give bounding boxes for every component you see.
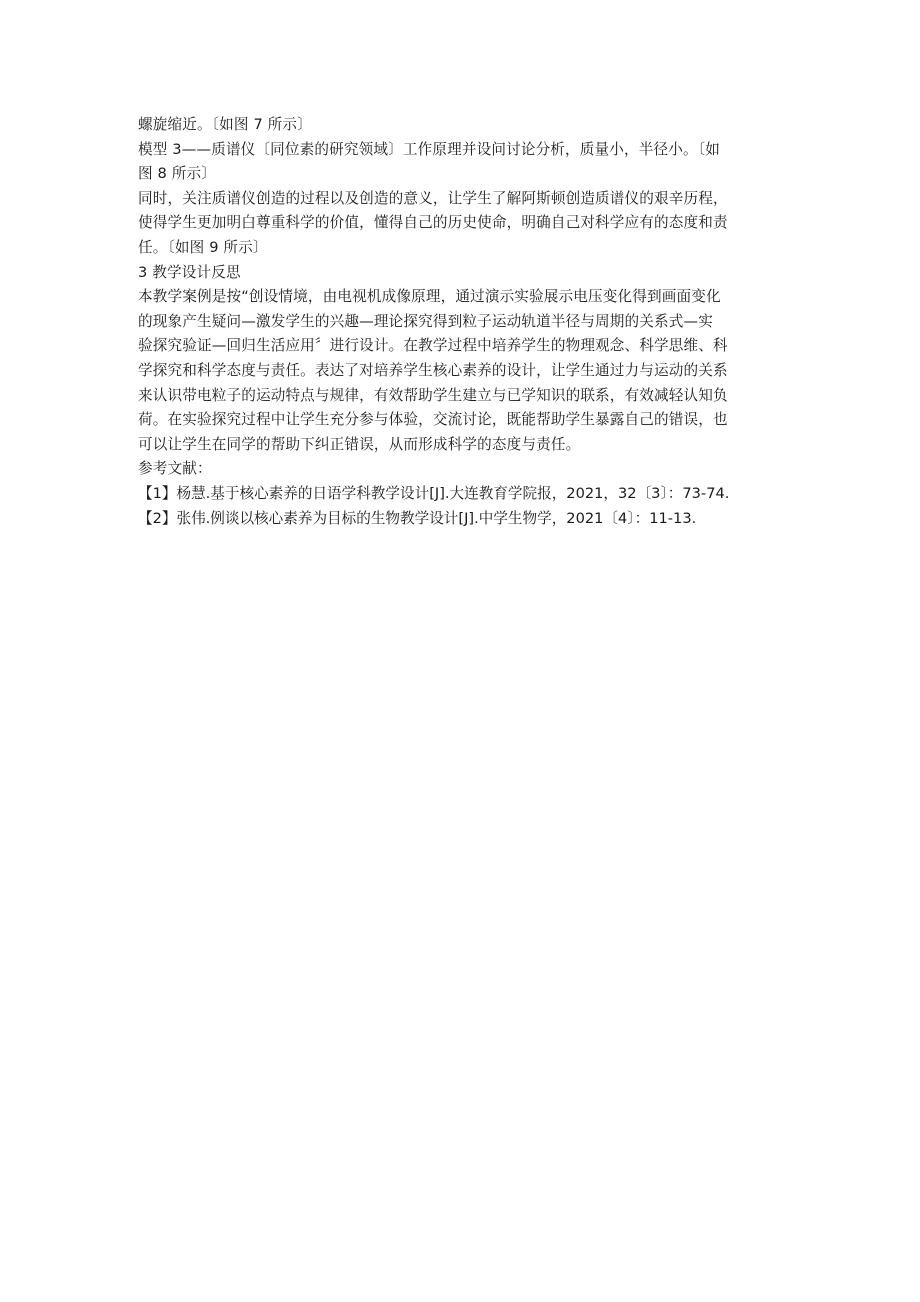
text-line: 的现象产生疑问—激发学生的兴趣—理论探究得到粒子运动轨道半径与周期的关系式—实 bbox=[138, 312, 714, 330]
text-line: 模型 3——质谱仪〔同位素的研究领域〕工作原理并设问讨论分析，质量小，半径小。〔如 bbox=[138, 140, 720, 158]
text-line: 来认识带电粒子的运动特点与规律，有效帮助学生建立与已学知识的联系，有效减轻认知负 bbox=[138, 386, 728, 404]
reference-list bbox=[138, 482, 788, 531]
document-body bbox=[138, 113, 788, 531]
section-heading bbox=[138, 261, 788, 286]
text-line: 学探究和科学态度与责任。表达了对培养学生核心素养的设计，让学生通过力与运动的关系 bbox=[138, 361, 728, 379]
reference-item: 【1】杨慧.基于核心素养的日语学科教学设计[J].大连教育学院报，2021，32〔3〕：73-74. bbox=[138, 484, 730, 502]
heading-text: 3 教学设计反思 bbox=[138, 263, 241, 281]
text-line: 螺旋缩近。〔如图 7 所示〕 bbox=[138, 116, 312, 133]
paragraph-figure7-caption bbox=[138, 113, 788, 138]
text-line: 使得学生更加明白尊重科学的价值，懂得自己的历史使命，明确自己对科学应有的态度和责 bbox=[138, 214, 728, 232]
text-line: 同时，关注质谱仪创造的过程以及创造的意义，让学生了解阿斯顿创造质谱仪的艰辛历程， bbox=[138, 189, 728, 207]
paragraph-mass-spectrometer bbox=[138, 187, 788, 261]
text-line: 图 8 所示〕 bbox=[138, 165, 216, 183]
references-heading bbox=[138, 457, 788, 482]
text-line: 任。〔如图 9 所示〕 bbox=[138, 238, 268, 256]
paragraph-reflection bbox=[138, 285, 788, 457]
text-line: 验探究验证—回归生活应用〞进行设计。在教学过程中培养学生的物理观念、科学思维、科 bbox=[138, 337, 728, 355]
text-line: 本教学案例是按“创设情境，由电视机成像原理，通过演示实验展示电压变化得到画面变化 bbox=[138, 288, 721, 306]
reference-item: 【2】张伟.例谈以核心素养为目标的生物教学设计[J].中学生物学，2021〔4〕：11-13. bbox=[138, 509, 697, 527]
paragraph-model3 bbox=[138, 138, 788, 187]
text-line: 可以让学生在同学的帮助下纠正错误，从而形成科学的态度与责任。 bbox=[138, 435, 581, 453]
heading-text: 参考文献： bbox=[138, 460, 212, 478]
text-line: 荷。在实验探究过程中让学生充分参与体验，交流讨论，既能帮助学生暴露自己的错误，也 bbox=[138, 411, 728, 429]
